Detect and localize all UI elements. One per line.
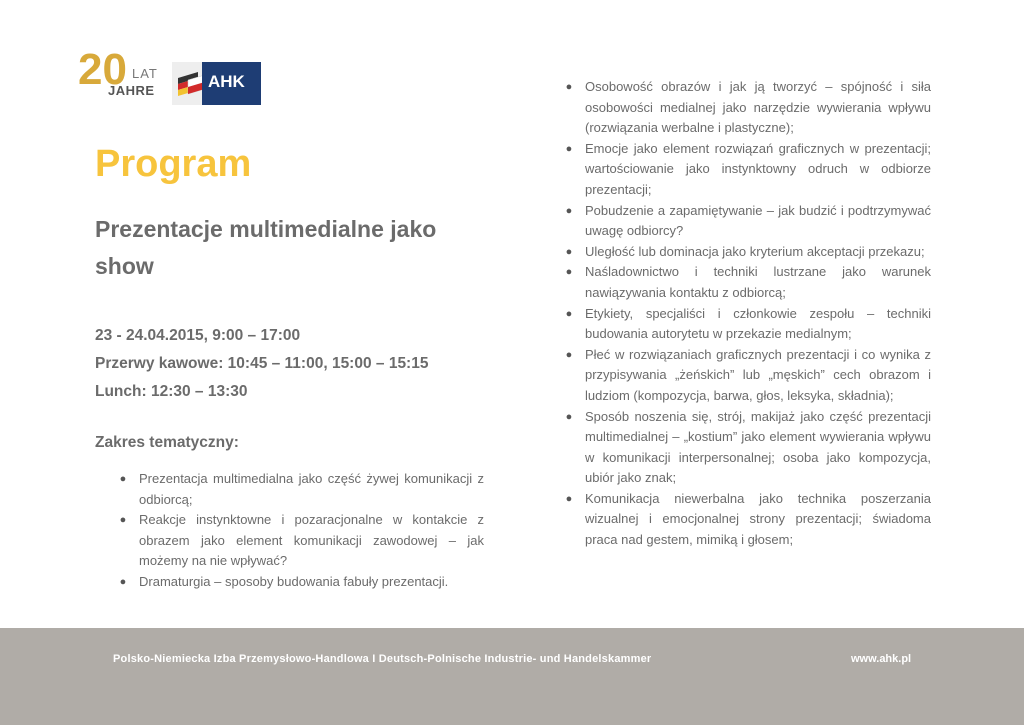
course-subtitle: Prezentacje multimedialne jako show [95,216,437,279]
list-item-text: Sposób noszenia się, strój, makijaż jako część prezentacji multimedialnej – „kostium” jako element wywierania wpływu w komunikacji interpersonalnej; osoba jako kompozycja, ubiór jako znak; [585,408,931,486]
list-item-text: Etykiety, specjaliści i członkowie zespołu – techniki budowania autorytetu w przekazie medialnym; [585,305,931,342]
bullet-icon: ● [565,204,573,217]
list-item [564,262,931,303]
bullet-icon: ● [119,575,127,588]
footer-organization: Polsko-Niemiecka Izba Przemysłowo-Handlowa I Deutsch-Polnische Industrie- und Handelskammer [113,653,652,665]
list-item [118,469,484,510]
list-item [564,345,931,407]
scope-list-right [564,77,931,551]
bullet-icon: ● [565,492,573,505]
list-item [564,407,931,489]
page-footer [0,628,1024,725]
list-item-text: Naśladownictwo i techniki lustrzane jako warunek nawiązywania kontaktu z odbiorcą; [585,264,931,300]
bullet-icon: ● [119,514,127,527]
list-item-text: Płeć w rozwiązaniach graficznych prezentacji i co wynika z przypisywania „żeńskich” lub „męskich” cech obrazom i ludziom (kompozycja, barwa, głos, leksyka, składnia); [585,346,931,403]
list-item [564,304,931,345]
bullet-icon: ● [565,245,573,258]
list-item [564,139,931,201]
ahk-text: AHK [208,72,245,91]
bullet-icon: ● [565,266,573,279]
logo-number: 20 [78,45,127,92]
logo-jahre: JAHRE [108,83,155,98]
list-item-text: Osobowość obrazów i jak ją tworzyć – spójność i siła osobowości medialnej jako narzędzie wywierania wpływu (rozwiązania werbalne i plastyczne); [585,79,931,136]
list-item-text: Dramaturgia – sposoby budowania fabuły prezentacji. [139,573,449,589]
ahk-logo [172,62,261,105]
list-item [118,572,484,593]
logo [78,42,268,108]
bullet-icon: ● [565,410,573,423]
list-item [564,77,931,139]
list-item-text: Emocje jako element rozwiązań graficznych w prezentacji; wartościowanie jako instynktowny odruch w odbiorze prezentacji; [585,140,931,197]
bullet-icon: ● [565,81,573,93]
footer-website-link[interactable]: www.ahk.pl [851,653,912,665]
schedule-info [95,322,428,406]
schedule-lunch: Lunch: 12:30 – 13:30 [95,383,248,400]
list-item-text: Prezentacja multimedialna jako część żywej komunikacji z odbiorcą; [139,471,484,507]
bullet-icon: ● [119,473,127,485]
bullet-icon: ● [565,142,573,155]
schedule-dates: 23 - 24.04.2015, 9:00 – 17:00 [95,327,301,344]
bullet-icon: ● [565,348,573,361]
bullet-icon: ● [565,307,573,320]
scope-list-left [118,469,484,593]
list-item [564,489,931,551]
list-item [564,242,931,263]
list-item-text: Reakcje instynktowne i pozaracjonalne w kontakcie z obrazem jako element komunikacji zawodowej – jak możemy na nie wpływać? [139,512,484,569]
list-item-text: Komunikacja niewerbalna jako technika poszerzania wizualnej i emocjonalnej strony prezentacji; świadoma praca nad gestem, mimiką i głosem; [585,490,931,548]
logo-lat: LAT [132,66,158,81]
list-item-text: Uległość lub dominacja jako kryterium akceptacji przekazu; [585,243,925,259]
schedule-breaks: Przerwy kawowe: 10:45 – 11:00, 15:00 – 15:15 [95,355,429,372]
scope-heading: Zakres tematyczny: [95,434,239,451]
list-item [118,510,484,572]
list-item [564,201,931,242]
page-title: Program [95,143,252,185]
list-item-text: Pobudzenie a zapamiętywanie – jak budzić i podtrzymywać uwagę odbiorcy? [585,202,931,239]
